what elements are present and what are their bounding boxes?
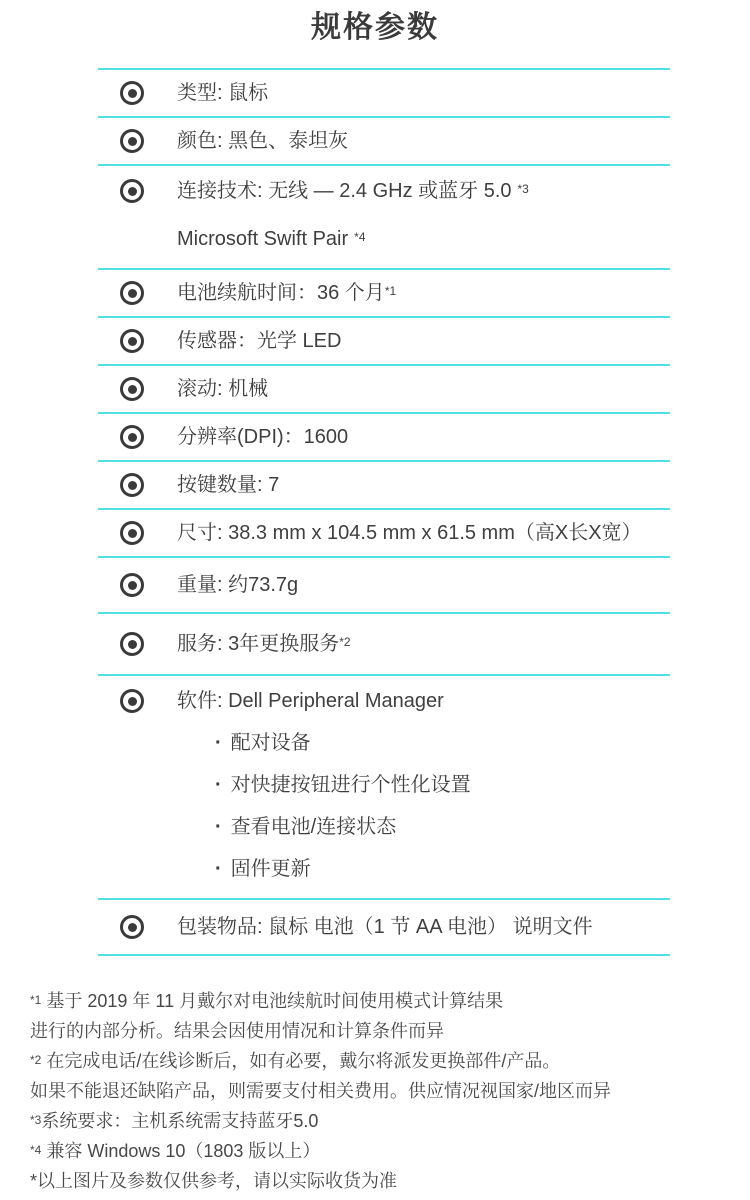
software-feature-label: 固件更新 [230, 858, 311, 880]
spec-table [98, 68, 670, 956]
spec-text-color: 颜色: 黑色、泰坦灰 [177, 130, 349, 152]
footnote-ref-1: *1 [384, 284, 397, 298]
target-bullet-icon [120, 329, 144, 353]
spec-text-connectivity: 连接技术: 无线 — 2.4 GHz 或蓝牙 5.0 [177, 180, 512, 202]
software-feature-label: 对快捷按钮进行个性化设置 [230, 774, 471, 796]
spec-text-sensor: 传感器：光学 LED [177, 330, 342, 352]
software-feature-item [215, 772, 670, 798]
target-bullet-icon [120, 425, 144, 449]
target-bullet-icon [120, 129, 144, 153]
spec-text-box-contents: 包装物品: 鼠标 电池（1 节 AA 电池） 说明文件 [177, 916, 593, 938]
target-bullet-icon [120, 179, 144, 203]
footnote-line: $^{*3}$系统要求：主机系统需支持蓝牙5.0 [30, 1111, 319, 1131]
spec-text-dpi: 分辨率(DPI)：1600 [177, 426, 349, 448]
software-feature-label: 配对设备 [230, 732, 311, 754]
footnote-line: *以上图片及参数仅供参考，请以实际收货为准 [30, 1171, 398, 1191]
spec-row-service [98, 612, 670, 674]
spec-text-battery-life: 电池续航时间：36 个月 [177, 282, 385, 304]
spec-row-battery-life [98, 268, 670, 316]
footnote-ref-2: *2 [339, 635, 351, 649]
target-bullet-icon [120, 632, 144, 656]
dot-icon: · [215, 732, 222, 754]
target-bullet-icon [120, 281, 144, 305]
software-feature-label: 查看电池/连接状态 [230, 816, 397, 838]
footnote-line: $^{*4}$ 兼容 Windows 10（1803 版以上） [30, 1141, 321, 1161]
spec-text-swift-pair: Microsoft Swift Pair [177, 228, 349, 250]
software-feature-item [215, 730, 670, 756]
spec-text-buttons: 按键数量: 7 [177, 474, 280, 496]
spec-text-software: 软件: Dell Peripheral Manager [177, 690, 444, 712]
footnote-line: $^{*1}$ 基于 2019 年 11 月戴尔对电池续航时间使用模式计算结果 [30, 991, 504, 1011]
spec-row-type [98, 68, 670, 116]
footnote-line: 进行的内部分析。结果会因使用情况和计算条件而异 [30, 1021, 444, 1041]
footnote-ref-4: *4 [354, 230, 366, 244]
spec-row-connectivity [98, 164, 670, 268]
spec-row-buttons [98, 460, 670, 508]
spec-row-color [98, 116, 670, 164]
target-bullet-icon [120, 573, 144, 597]
page-title: 规格参数 [311, 11, 439, 44]
dot-icon: · [215, 816, 222, 838]
target-bullet-icon [120, 521, 144, 545]
spec-row-software [98, 674, 670, 898]
spec-text-dimensions: 尺寸: 38.3 mm x 104.5 mm x 61.5 mm（高X长X宽） [177, 522, 642, 544]
spec-row-weight [98, 556, 670, 612]
spec-text-scrolling: 滚动: 机械 [177, 378, 269, 400]
software-feature-item [215, 856, 670, 882]
target-bullet-icon [120, 377, 144, 401]
spec-row-dpi [98, 412, 670, 460]
footnote-line: $^{*2}$ 在完成电话/在线诊断后，如有必要，戴尔将派发更换部件/产品。 [30, 1051, 561, 1071]
spec-row-box-contents [98, 898, 670, 956]
target-bullet-icon [120, 689, 144, 713]
spec-row-scrolling [98, 364, 670, 412]
footnote-ref-3: *3 [517, 182, 529, 196]
software-feature-item [215, 814, 670, 840]
dot-icon: · [215, 774, 222, 796]
target-bullet-icon [120, 81, 144, 105]
spec-text-service: 服务: 3年更换服务 [177, 633, 340, 655]
spec-text-weight: 重量: 约73.7g [177, 574, 299, 596]
spec-row-sensor [98, 316, 670, 364]
footnotes [30, 986, 730, 1196]
target-bullet-icon [120, 915, 144, 939]
dot-icon: · [215, 858, 222, 880]
spec-text-type: 类型: 鼠标 [177, 82, 269, 104]
target-bullet-icon [120, 473, 144, 497]
footnote-line: 如果不能退还缺陷产品，则需要支付相关费用。供应情况视国家/地区而异 [30, 1081, 611, 1101]
spec-row-dimensions [98, 508, 670, 556]
software-feature-list [177, 730, 670, 882]
